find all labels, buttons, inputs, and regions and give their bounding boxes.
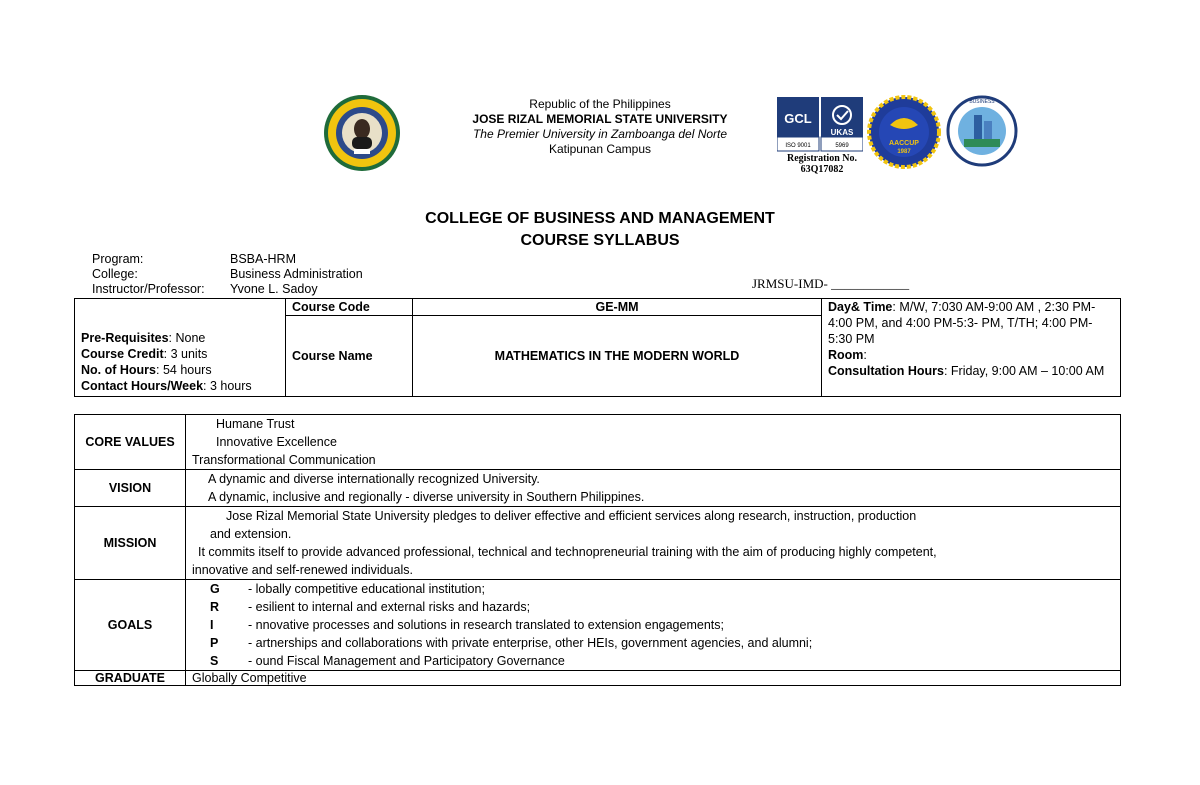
daytime-value: : M/W, 7:030 AM-9:00 AM , 2:30 PM-4:00 PM, and 4:00 PM-5:3- PM, T/TH; 4:00 PM-5:30 PM <box>828 300 1096 346</box>
daytime-label: Day& Time <box>828 300 893 314</box>
goal-text: - nnovative processes and solutions in research translated to extension engagements; <box>248 618 724 632</box>
hours-value: : 54 hours <box>156 363 212 377</box>
hours-label: No. of Hours <box>81 363 156 377</box>
republic-line: Republic of the Philippines <box>529 97 671 111</box>
prereq-value: : None <box>168 331 206 345</box>
core-values-cell <box>186 415 1121 470</box>
goal-item <box>192 652 1114 670</box>
institutional-table <box>74 414 1121 686</box>
course-code-value: GE-MM <box>413 299 822 316</box>
prereq-label: Pre-Requisites <box>81 331 169 345</box>
course-name-label: Course Name <box>286 316 413 397</box>
course-name-value: MATHEMATICS IN THE MODERN WORLD <box>413 316 822 397</box>
syllabus-title: COURSE SYLLABUS <box>520 232 680 249</box>
room-value: : <box>863 348 867 362</box>
svg-text:5969: 5969 <box>835 143 849 149</box>
college-value: Business Administration <box>230 267 363 281</box>
university-header <box>400 97 800 157</box>
mission-line: and extension. <box>210 527 292 541</box>
svg-text:AACCUP: AACCUP <box>889 140 919 147</box>
consultation-label: Consultation Hours <box>828 364 944 378</box>
mission-label: MISSION <box>75 507 186 580</box>
vision-cell <box>186 470 1121 507</box>
course-code-label: Course Code <box>286 299 413 316</box>
college-title: COLLEGE OF BUSINESS AND MANAGEMENT <box>425 210 775 227</box>
goal-text: - ound Fiscal Management and Participatory Governance <box>248 654 565 668</box>
goal-letter: R <box>210 600 220 614</box>
vision-line: A dynamic, inclusive and regionally - diverse university in Southern Philippines. <box>208 490 645 504</box>
goals-label: GOALS <box>75 580 186 671</box>
program-value: BSBA-HRM <box>230 252 296 266</box>
aaccup-logo <box>866 95 942 169</box>
goal-letter: S <box>210 654 219 668</box>
svg-text:ISO 9001: ISO 9001 <box>785 143 811 149</box>
graduate-label: GRADUATE <box>75 671 186 686</box>
vision-line: A dynamic and diverse internationally recognized University. <box>208 472 540 486</box>
svg-text:GCL: GCL <box>784 111 812 126</box>
goal-item <box>192 598 1114 616</box>
college-business-management-logo <box>946 95 1018 167</box>
mission-cell <box>186 507 1121 580</box>
svg-text:1987: 1987 <box>897 149 911 155</box>
goal-item <box>192 580 1114 598</box>
mission-line: innovative and self-renewed individuals. <box>192 563 413 577</box>
program-label: Program: <box>92 252 144 266</box>
goal-text: - esilient to internal and external risks and hazards; <box>248 600 531 614</box>
core-value-item: Innovative Excellence <box>216 435 337 449</box>
room-label: Room <box>828 348 864 362</box>
core-value-item: Transformational Communication <box>192 453 376 467</box>
university-tagline: The Premier University in Zamboanga del Norte <box>472 127 728 141</box>
campus-name: Katipunan Campus <box>548 142 652 156</box>
goal-item <box>192 616 1114 634</box>
mission-line: It commits itself to provide advanced professional, technical and technopreneurial training with the aim of producing highly competent, <box>198 545 937 559</box>
graduate-value: Globally Competitive <box>186 671 1121 686</box>
goal-letter: P <box>210 636 219 650</box>
consultation-value: : Friday, 9:00 AM – 10:00 AM <box>943 364 1105 378</box>
core-value-item: Humane Trust <box>216 417 295 431</box>
goal-letter: I <box>210 618 214 632</box>
goal-text: - artnerships and collaborations with private enterprise, other HEIs, government agencies, and alumni; <box>248 636 813 650</box>
instructor-label: Instructor/Professor: <box>92 282 205 296</box>
course-info-table <box>74 298 1121 397</box>
mission-line: Jose Rizal Memorial State University pledges to deliver effective and efficient services along research, instruction, production <box>226 509 917 523</box>
schedule-cell <box>822 299 1121 397</box>
goal-text: - lobally competitive educational institution; <box>248 582 485 596</box>
credit-value: : 3 units <box>163 347 208 361</box>
svg-text:UKAS: UKAS <box>830 128 854 137</box>
goal-item <box>192 634 1114 652</box>
instructor-value: Yvone L. Sadoy <box>230 282 318 296</box>
program-info <box>92 252 363 297</box>
core-values-label: CORE VALUES <box>75 415 186 470</box>
college-label: College: <box>92 267 138 281</box>
svg-text:BUSINESS: BUSINESS <box>969 99 995 105</box>
contact-value: : 3 hours <box>203 379 252 393</box>
vision-label: VISION <box>75 470 186 507</box>
university-name: JOSE RIZAL MEMORIAL STATE UNIVERSITY <box>472 112 728 126</box>
university-seal-logo <box>316 93 408 173</box>
goals-cell <box>186 580 1121 671</box>
gcl-registration-number: Registration No. 63Q17082 <box>787 153 857 175</box>
document-code: JRMSU-IMD- ____________ <box>752 276 910 291</box>
goal-letter: G <box>210 582 220 596</box>
contact-label: Contact Hours/Week <box>81 379 204 393</box>
course-requirements-cell <box>75 299 286 397</box>
credit-label: Course Credit <box>81 347 164 361</box>
